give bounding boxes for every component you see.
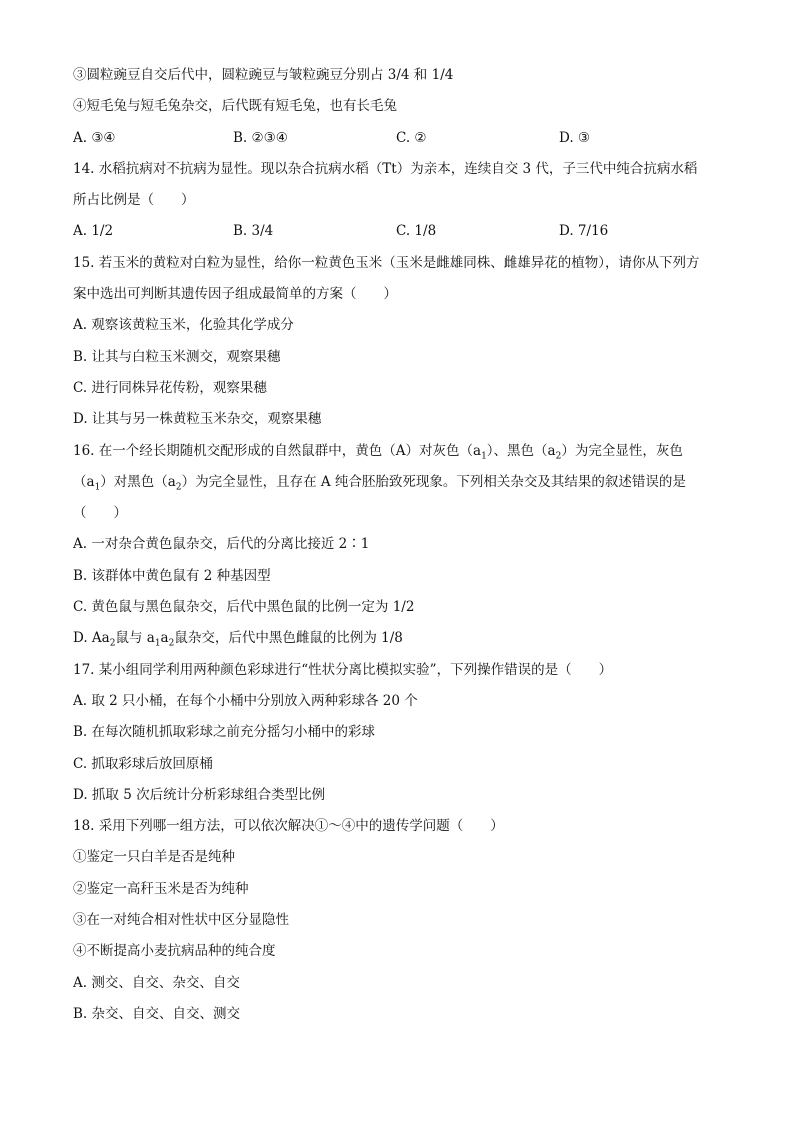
text-line: A. 观察该黄粒玉米，化验其化学成分	[73, 317, 294, 334]
subscript: 2	[109, 639, 116, 650]
text-segment: ）、黑色（a	[486, 442, 556, 459]
text-line: 15. 若玉米的黄粒对白粒为显性，给你一粒黄色玉米（玉米是雌雄同株、雌雄异花的植物），请你从下列方	[73, 254, 700, 271]
text-line: 案中选出可判断其遗传因子组成最简单的方案（ ）	[73, 286, 397, 303]
text-segment: （a	[73, 473, 95, 490]
text-line: B. 在每次随机抓取彩球之前充分摇匀小桶中的彩球	[73, 724, 376, 741]
text-line	[73, 623, 723, 654]
answer-option: D. 7/16	[559, 223, 609, 240]
text-segment: 鼠与 a	[115, 630, 155, 647]
answer-option: A. 1/2	[73, 223, 114, 240]
text-line: ④不断提高小麦抗病品种的纯合度	[73, 943, 276, 960]
answer-option: D. ③	[559, 129, 591, 146]
text-line: 所占比例是（ ）	[73, 192, 195, 209]
text-segment: ）为完全显性，灰色	[561, 442, 683, 459]
text-line: B. 杂交、自交、自交、测交	[73, 1005, 241, 1022]
answer-option: B. 3/4	[233, 223, 274, 240]
question-content	[73, 60, 723, 1030]
text-line: C. 黄色鼠与黑色鼠杂交，后代中黑色鼠的比例一定为 1/2	[73, 599, 415, 616]
answer-option: A. ③④	[73, 129, 116, 146]
text-segment: 鼠杂交，后代中黑色雌鼠的比例为 1/8	[174, 630, 403, 647]
text-segment: ）为完全显性，且存在 A 纯合胚胎致死现象。下列相关杂交及其结果的叙述错误的是	[181, 473, 686, 490]
text-line: ③圆粒豌豆自交后代中，圆粒豌豆与皱粒豌豆分别占 3/4 和 1/4	[73, 67, 454, 83]
answer-options	[73, 216, 723, 247]
text-line: B. 让其与白粒玉米测交，观察果穗	[73, 348, 281, 365]
text-segment: 16. 在一个经长期随机交配形成的自然鼠群中，黄色（A）对灰色（a	[73, 442, 482, 459]
text-line	[73, 436, 723, 467]
answer-option: C. ②	[396, 129, 427, 146]
answer-option: C. 1/8	[396, 223, 437, 240]
text-line: 17. 某小组同学利用两种颜色彩球进行“性状分离比模拟实验”，下列操作错误的是（ ）	[73, 661, 613, 678]
text-line: ①鉴定一只白羊是否是纯种	[73, 849, 235, 866]
subscript: 2	[175, 482, 182, 493]
text-segment: ）对黑色（a	[100, 473, 176, 490]
text-line: B. 该群体中黄色鼠有 2 种基因型	[73, 567, 271, 584]
subscript: 1	[154, 639, 161, 650]
subscript: 2	[168, 639, 175, 650]
text-line: （ ）	[73, 505, 127, 522]
text-line: ④短毛兔与短毛兔杂交，后代既有短毛兔，也有长毛兔	[73, 98, 397, 115]
subscript: 1	[94, 482, 101, 493]
text-line: D. 抓取 5 次后统计分析彩球组合类型比例	[73, 786, 326, 803]
text-line: 14. 水稻抗病对不抗病为显性。现以杂合抗病水稻（Tt）为亲本，连续自交 3 代，子三代中纯合抗病水稻	[73, 160, 698, 177]
answer-options	[73, 123, 723, 154]
text-line: 18. 采用下列哪一组方法，可以依次解决①～④中的遗传学问题（ ）	[73, 818, 504, 835]
text-line: A. 测交、自交、杂交、自交	[73, 974, 240, 991]
text-segment: a	[160, 630, 169, 647]
subscript: 1	[481, 451, 487, 462]
text-segment: D. Aa	[73, 630, 110, 647]
text-line: D. 让其与另一株黄粒玉米杂交，观察果穗	[73, 411, 322, 428]
text-line: C. 进行同株异花传粉，观察果穗	[73, 379, 267, 396]
text-line: A. 一对杂合黄色鼠杂交，后代的分离比接近 2∶1	[73, 536, 370, 553]
text-line	[73, 467, 723, 498]
subscript: 2	[555, 451, 562, 462]
answer-option: B. ②③④	[233, 129, 288, 146]
text-line: C. 抓取彩球后放回原桶	[73, 755, 213, 772]
text-line: A. 取 2 只小桶，在每个小桶中分别放入两种彩球各 20 个	[73, 692, 418, 709]
text-line: ②鉴定一高秆玉米是否为纯种	[73, 880, 249, 897]
text-line: ③在一对纯合相对性状中区分显隐性	[73, 912, 289, 929]
